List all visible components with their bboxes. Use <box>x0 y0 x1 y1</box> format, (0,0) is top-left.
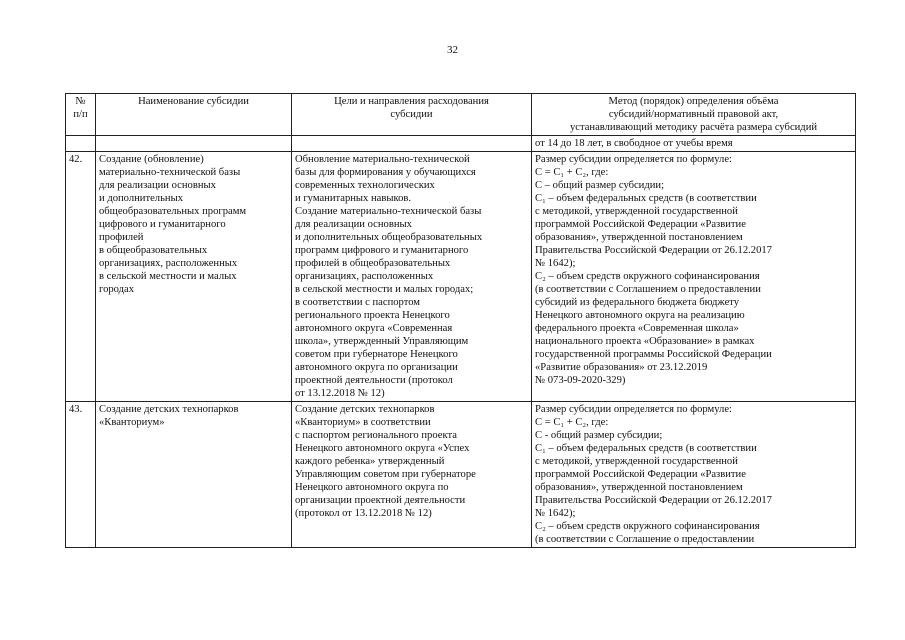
page-number: 32 <box>447 44 458 56</box>
text-line: профилей <box>99 232 144 243</box>
text-line: государственной программы Российской Федерации <box>535 349 772 360</box>
text-line: материально-технической базы <box>99 167 241 178</box>
text-line: программой Российской Федерации «Развитие <box>535 219 746 230</box>
text-line: и дополнительных общеобразовательных <box>295 232 483 243</box>
text-line: субсидий/нормативный правовой акт, <box>608 109 779 120</box>
text-line: от 14 до 18 лет, в свободное от учебы время <box>535 138 733 149</box>
row-number: 43. <box>66 402 96 548</box>
text-line: № 073-09-2020-329) <box>535 375 626 386</box>
continuation-method <box>532 136 856 152</box>
text-line: базы для формирования у обучающихся <box>295 167 476 178</box>
header-name <box>96 94 292 136</box>
text-line: автономного округа по организации <box>295 362 458 373</box>
text-line: и гуманитарных навыков. <box>295 193 412 204</box>
text-line: С₁ – объем федеральных средств (в соответствии <box>535 193 757 204</box>
text-line: профилей в общеобразовательных <box>295 258 451 269</box>
text-line: Правительства Российской Федерации от 26.12.2017 <box>535 495 772 506</box>
text-line: «Кванториум» в соответствии <box>295 417 431 428</box>
text-line: № <box>75 96 86 107</box>
text-line: организациях, расположенных <box>295 271 434 282</box>
text-line: Размер субсидии определяется по формуле: <box>535 404 732 415</box>
text-line: С = С₁ + С₂, где: <box>535 417 609 428</box>
text-line: цифрового и гуманитарного <box>99 219 226 230</box>
text-line: от 13.12.2018 № 12) <box>295 388 385 399</box>
text-line: с методикой, утвержденной государственной <box>535 456 738 467</box>
subsidy-method-cell <box>532 152 856 402</box>
text-line: программ цифрового и гуманитарного <box>295 245 469 256</box>
continuation-row <box>66 136 856 152</box>
text-line: образования», утвержденной постановлением <box>535 232 743 243</box>
text-line: (в соответствии с Соглашение о предоставлении <box>535 534 755 545</box>
text-line: советом при губернаторе Ненецкого <box>295 349 458 360</box>
row-number: 42. <box>66 152 96 402</box>
subsidy-goal-cell <box>292 152 532 402</box>
table-row <box>66 402 856 548</box>
text-line: городах <box>99 284 135 295</box>
text-line: в сельской местности и малых <box>99 271 237 282</box>
subsidy-goal-cell <box>292 402 532 548</box>
text-line: «Развитие образования» от 23.12.2019 <box>535 362 708 373</box>
text-line: С – общий размер субсидии; <box>535 180 665 191</box>
text-line: Создание (обновление) <box>99 154 204 165</box>
continuation-num <box>66 136 96 152</box>
subsidy-method-cell <box>532 402 856 548</box>
header-method <box>532 94 856 136</box>
text-line: Управляющим советом при губернаторе <box>295 469 476 480</box>
text-line: современных технологических <box>295 180 435 191</box>
text-line: Создание детских технопарков <box>295 404 435 415</box>
table-row <box>66 152 856 402</box>
text-line: в общеобразовательных <box>99 245 208 256</box>
text-line: образования», утвержденной постановлением <box>535 482 743 493</box>
subsidy-table <box>65 93 856 548</box>
header-num <box>66 94 96 136</box>
text-line: Размер субсидии определяется по формуле: <box>535 154 732 165</box>
text-line: в сельской местности и малых городах; <box>295 284 474 295</box>
text-line: (в соответствии с Соглашением о предоставлении <box>535 284 761 295</box>
text-line: Ненецкого автономного округа «Успех <box>295 443 470 454</box>
text-line: организациях, расположенных <box>99 258 238 269</box>
text-line: Ненецкого автономного округа на реализацию <box>535 310 745 321</box>
text-line: федерального проекта «Современная школа» <box>535 323 739 334</box>
text-line: С₂ – объем средств окружного софинансирования <box>535 271 760 282</box>
text-line: национального проекта «Образование» в рамках <box>535 336 755 347</box>
continuation-goal <box>292 136 532 152</box>
text-line: Наименование субсидии <box>138 96 249 107</box>
text-line: проектной деятельности (протокол <box>295 375 453 386</box>
subsidy-name-cell <box>96 402 292 548</box>
subsidy-name-cell <box>96 152 292 402</box>
text-line: программой Российской Федерации «Развитие <box>535 469 746 480</box>
header-goal <box>292 94 532 136</box>
text-line: п/п <box>73 109 88 120</box>
text-line: Правительства Российской Федерации от 26.12.2017 <box>535 245 772 256</box>
text-line: автономного округа «Современная <box>295 323 453 334</box>
text-line: С = С₁ + С₂, где: <box>535 167 609 178</box>
text-line: Обновление материально-технической <box>295 154 470 165</box>
text-line: регионального проекта Ненецкого <box>295 310 450 321</box>
text-line: для реализации основных <box>99 180 216 191</box>
text-line: организации проектной деятельности <box>295 495 466 506</box>
text-line: субсидии <box>390 109 433 120</box>
text-line: Метод (порядок) определения объёма <box>608 96 779 107</box>
text-line: для реализации основных <box>295 219 412 230</box>
text-line: Создание детских технопарков <box>99 404 239 415</box>
text-line: каждого ребенка» утвержденный <box>295 456 445 467</box>
text-line: в соответствии с паспортом <box>295 297 420 308</box>
continuation-name <box>96 136 292 152</box>
text-line: «Кванториум» <box>99 417 165 428</box>
text-line: субсидий из федерального бюджета бюджету <box>535 297 740 308</box>
text-line: с паспортом регионального проекта <box>295 430 457 441</box>
text-line: № 1642); <box>535 508 576 519</box>
text-line: С₂ – объем средств окружного софинансирования <box>535 521 760 532</box>
table-header-row <box>66 94 856 136</box>
text-line: (протокол от 13.12.2018 № 12) <box>295 508 432 519</box>
text-line: школа», утвержденный Управляющим <box>295 336 469 347</box>
text-line: устанавливающий методику расчёта размера субсидий <box>569 122 818 133</box>
text-line: С - общий размер субсидии; <box>535 430 663 441</box>
text-line: общеобразовательных программ <box>99 206 247 217</box>
text-line: с методикой, утвержденной государственной <box>535 206 738 217</box>
text-line: Ненецкого автономного округа по <box>295 482 449 493</box>
text-line: С₁ – объем федеральных средств (в соответствии <box>535 443 757 454</box>
text-line: Создание материально-технической базы <box>295 206 482 217</box>
text-line: Цели и направления расходования <box>334 96 489 107</box>
text-line: № 1642); <box>535 258 576 269</box>
text-line: и дополнительных <box>99 193 183 204</box>
